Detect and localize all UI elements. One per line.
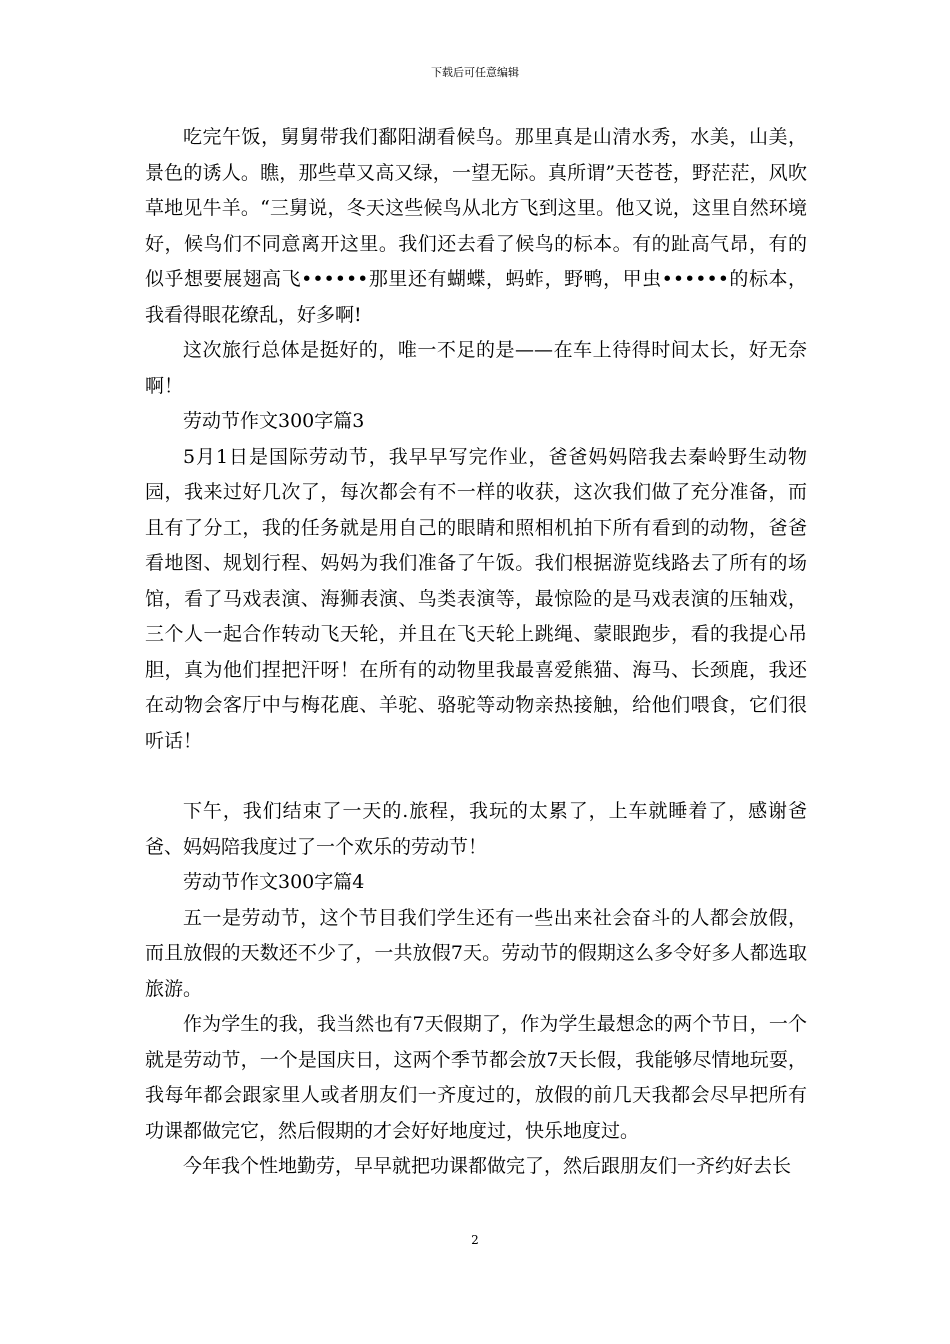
paragraph-zoo-visit: 5月1日是国际劳动节，我早早写完作业，爸爸妈妈陪我去秦岭野生动物园，我来过好几次了，每次都会有不一样的收获，这次我们做了充分准备，而且有了分工，我的任务就是用自己的眼睛和照相机拍下所有看到的动物，爸爸看地图、规划行程、妈妈为我们准备了午饭。我们根据游览线路去了所有的场馆，看了马戏表演、海狮表演、鸟类表演等，最惊险的是马戏表演的压轴戏，三个人一起合作转动飞天轮，并且在飞天轮上跳绳、蒙眼跑步，看的我提心吊胆，真为他们捏把汗呀！在所有的动物里我最喜爱熊猫、海马、长颈鹿，我还在动物会客厅中与梅花鹿、羊驼、骆驼等动物亲热接触，给他们喂食，它们很听话！: [145, 445, 807, 752]
paragraph-lunch-birdwatching: 吃完午饭，舅舅带我们鄱阳湖看候鸟。那里真是山清水秀，水美，山美，景色的诱人。瞧，那些草又高又绿，一望无际。真所谓”天苍苍，野茫茫，风吹草地见牛羊。“三舅说，冬天这些候鸟从北方飞到这里。他又说，这里自然环境好，候鸟们不同意离开这里。我们还去看了候鸟的标本。有的趾高气昂，有的似乎想要展翅高飞••••••那里还有蝴蝶，蚂蚱，野鸭，甲虫••••••的标本，我看得眼花缭乱，好多啊!: [145, 126, 807, 326]
paragraph-may-day-holiday: 五一是劳动节，这个节目我们学生还有一些出来社会奋斗的人都会放假，而且放假的天数还不少了，一共放假7天。劳动节的假期这么多令好多人都选取旅游。: [145, 906, 807, 1000]
paragraph-gap: [145, 759, 807, 794]
paragraph-trip-summary: 这次旅行总体是挺好的，唯一不足的是——在车上待得时间太长，好无奈啊！: [145, 339, 807, 397]
section-heading-essay-4: 劳动节作文300字篇4: [183, 871, 365, 893]
page-header: 下载后可任意编辑: [431, 66, 519, 79]
paragraph-student-holidays: 作为学生的我，我当然也有7天假期了，作为学生最想念的两个节日，一个就是劳动节，一个是国庆日，这两个季节都会放7天长假，我能够尽情地玩耍，我每年都会跟家里人或者朋友们一齐度过的，放假的前几天我都会尽早把所有功课都做完它，然后假期的才会好好地度过，快乐地度过。: [145, 1013, 807, 1142]
paragraph-this-year: 今年我个性地勤劳，早早就把功课都做完了，然后跟朋友们一齐约好去长: [183, 1155, 792, 1177]
section-heading-essay-3: 劳动节作文300字篇3: [183, 410, 365, 432]
page-number: 2: [471, 1233, 479, 1247]
paragraph-afternoon: 下午，我们结束了一天的.旅程，我玩的太累了，上车就睡着了，感谢爸爸、妈妈陪我度过了一个欢乐的劳动节！: [145, 800, 807, 858]
document-body: [145, 120, 807, 1185]
